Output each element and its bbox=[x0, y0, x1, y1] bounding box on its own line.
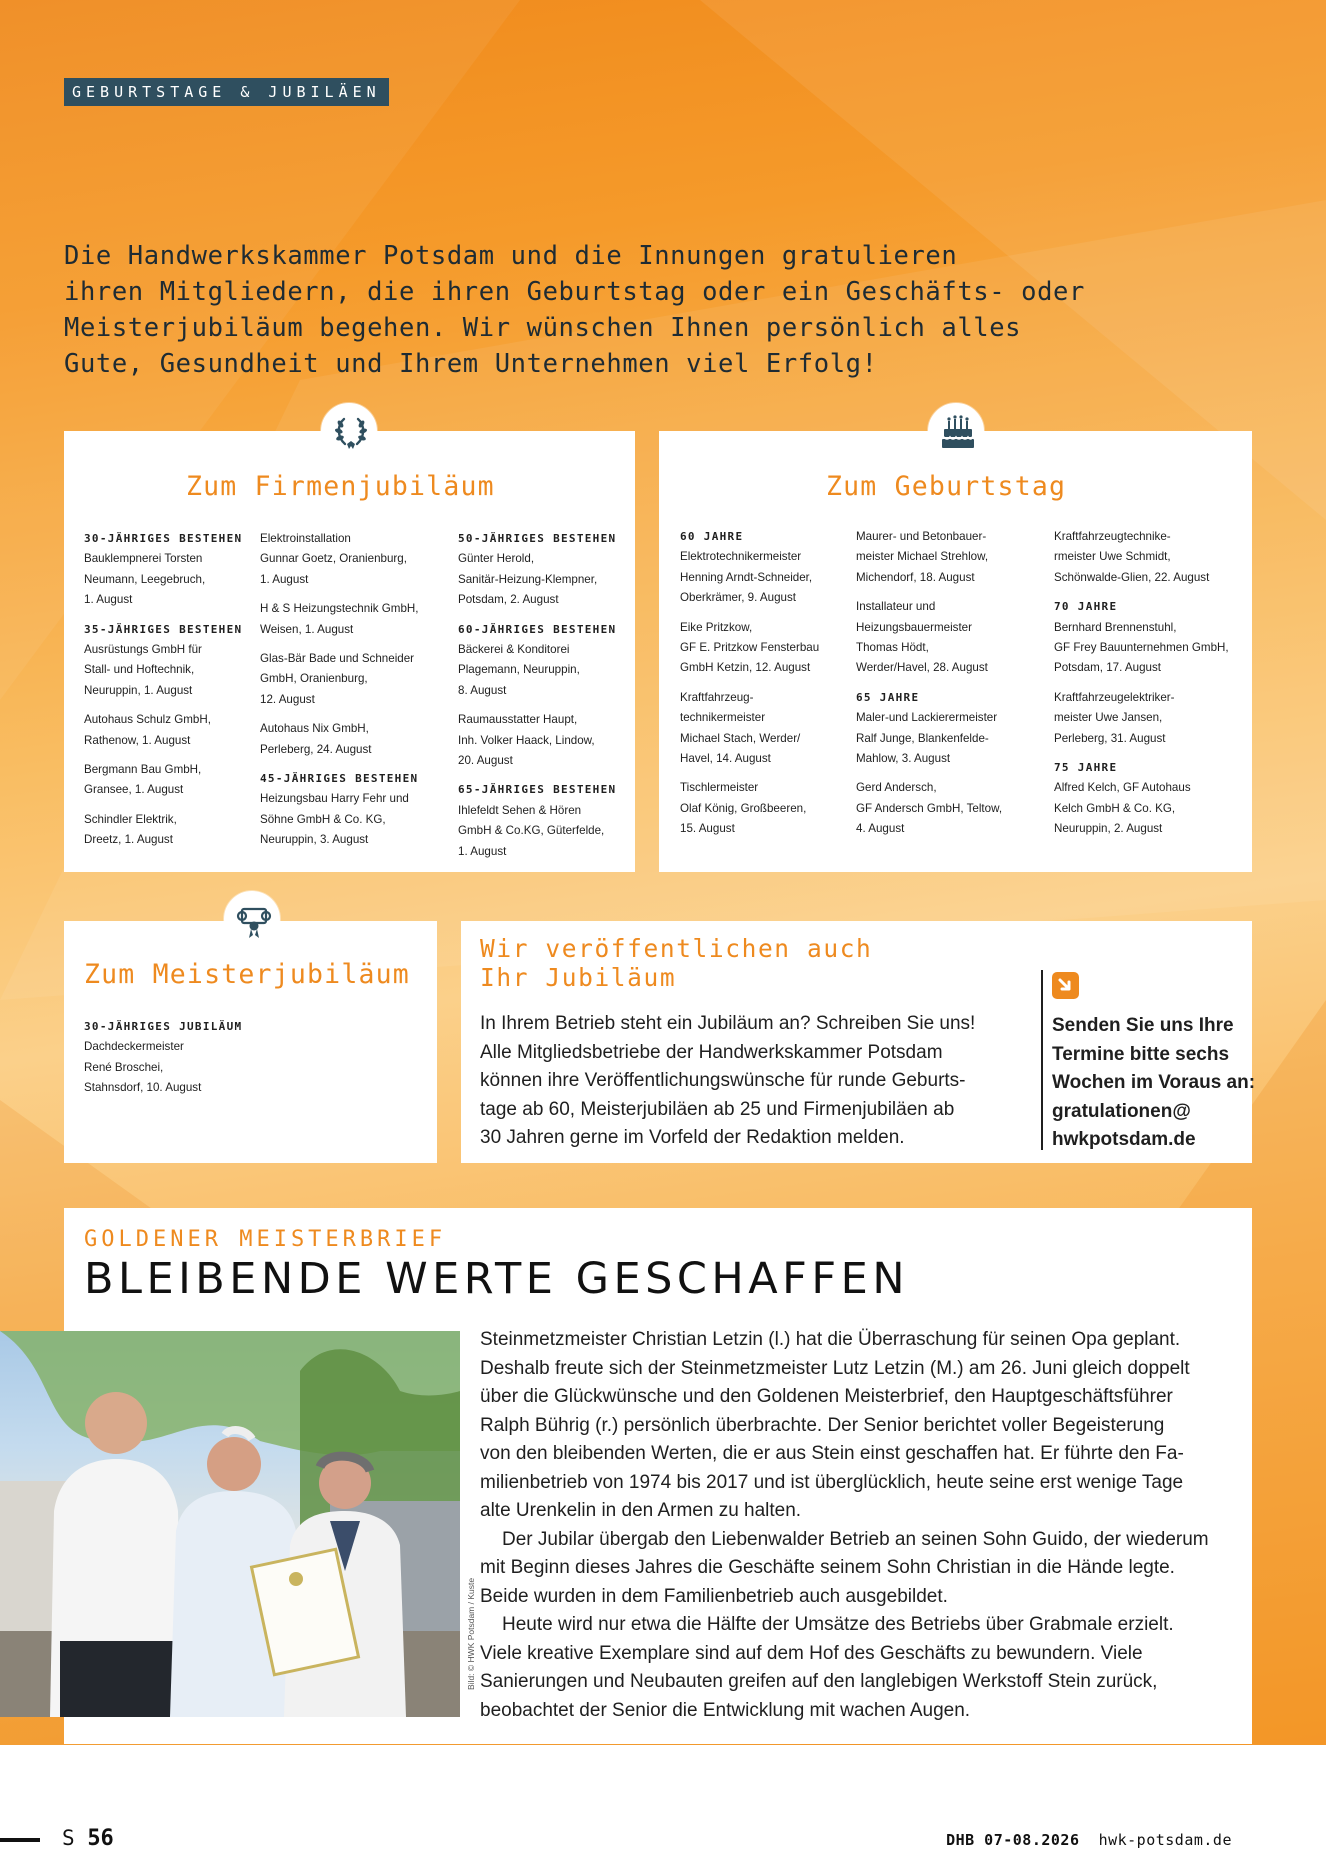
list-entry bbox=[260, 769, 419, 851]
entry-line: Henning Arndt-Schneider, bbox=[680, 570, 813, 584]
entry-line: Stall- und Hoftechnik, bbox=[84, 663, 195, 677]
entry-line: Eike Pritzkow, bbox=[680, 620, 753, 634]
entry-line: Raumausstatter Haupt, bbox=[458, 713, 578, 727]
article-body-line: Ralph Bührig (r.) persönlich überbrachte. Der Senior berichtet voller Begeisterung bbox=[480, 1414, 1165, 1436]
entry-line: Weisen, 1. August bbox=[260, 622, 354, 636]
entry-line: Kraftfahrzeug- bbox=[680, 690, 754, 704]
entry-line: Rathenow, 1. August bbox=[84, 733, 191, 747]
entry-line: Perleberg, 24. August bbox=[260, 742, 372, 756]
publish-title-line: Ihr Jubiläum bbox=[480, 963, 677, 992]
publish-title bbox=[480, 934, 872, 992]
firmenjubilaeum-title: Zum Firmenjubiläum bbox=[186, 471, 495, 502]
entry-line: Thomas Hödt, bbox=[856, 641, 929, 655]
entry-line: Inh. Volker Haack, Lindow, bbox=[458, 733, 595, 747]
list-entry bbox=[260, 649, 419, 710]
arrow-right-icon bbox=[1052, 972, 1079, 999]
entry-heading: 60-JÄHRIGES BESTEHEN bbox=[458, 622, 617, 636]
firmenjubilaeum-column bbox=[260, 529, 419, 860]
page-prefix: S bbox=[62, 1826, 75, 1850]
list-entry bbox=[84, 529, 242, 611]
publish-body-line: tage ab 60, Meisterjubiläen ab 25 und Firmenjubiläen ab bbox=[480, 1098, 955, 1120]
entry-line: Tischlermeister bbox=[680, 781, 759, 795]
entry-heading: 45-JÄHRIGES BESTEHEN bbox=[260, 772, 419, 786]
entry-line: Werder/Havel, 28. August bbox=[856, 661, 988, 675]
meisterjubilaeum-title: Zum Meisterjubiläum bbox=[84, 959, 410, 990]
entry-line: GF Frey Bauunternehmen GmbH, bbox=[1054, 641, 1229, 655]
entry-line: Dreetz, 1. August bbox=[84, 833, 173, 847]
entry-heading: 50-JÄHRIGES BESTEHEN bbox=[458, 532, 617, 545]
entry-line: Ausrüstungs GmbH für bbox=[84, 643, 202, 657]
intro-text bbox=[64, 238, 1144, 382]
entry-line: Elektroinstallation bbox=[260, 532, 351, 545]
geburtstag-column bbox=[1054, 527, 1229, 849]
entry-line: GmbH & Co.KG, Güterfelde, bbox=[458, 824, 605, 838]
entry-heading: 70 JAHRE bbox=[1054, 600, 1118, 614]
entry-line: Bauklempnerei Torsten bbox=[84, 552, 203, 566]
entry-line: 8. August bbox=[458, 683, 507, 697]
list-entry bbox=[680, 527, 819, 609]
intro-line: Meisterjubiläum begehen. Wir wünschen Ihnen persönlich alles bbox=[64, 313, 1022, 343]
article-body bbox=[480, 1326, 1209, 1725]
entry-line: 15. August bbox=[680, 822, 735, 836]
entry-line: Autohaus Schulz GmbH, bbox=[84, 713, 211, 727]
birthday-cake-icon bbox=[928, 403, 984, 459]
list-entry bbox=[1054, 758, 1229, 840]
list-entry bbox=[856, 527, 1002, 588]
entry-line: Heizungsbauermeister bbox=[856, 620, 972, 634]
entry-line: Kraftfahrzeugelektriker- bbox=[1054, 690, 1175, 704]
intro-line: Die Handwerkskammer Potsdam und die Innungen gratulieren bbox=[64, 241, 958, 271]
entry-line: Schindler Elektrik, bbox=[84, 812, 177, 826]
list-entry bbox=[260, 719, 419, 760]
entry-line: Michael Stach, Werder/ bbox=[680, 731, 801, 745]
entry-line: GmbH Ketzin, 12. August bbox=[680, 661, 811, 675]
entry-line: Kelch GmbH & Co. KG, bbox=[1054, 801, 1176, 815]
entry-line: René Broschei, bbox=[84, 1060, 164, 1074]
entry-line: 20. August bbox=[458, 754, 513, 768]
email-link[interactable]: hwkpotsdam.de bbox=[1052, 1129, 1196, 1150]
entry-heading: 30-JÄHRIGES BESTEHEN bbox=[84, 532, 243, 545]
entry-line: Olaf König, Großbeeren, bbox=[680, 801, 807, 815]
article-body-line: von den bleibenden Werten, die er aus Stein einst geschaffen hat. Er führte den Fa- bbox=[480, 1443, 1184, 1464]
entry-heading: 60 JAHRE bbox=[680, 530, 744, 543]
publish-contact-line: Wochen im Voraus an: bbox=[1052, 1072, 1256, 1093]
entry-line: Neuruppin, 1. August bbox=[84, 683, 193, 697]
article-kicker: GOLDENER MEISTERBRIEF bbox=[84, 1227, 447, 1252]
geburtstag-column bbox=[856, 527, 1002, 849]
article-body-line: beobachtet der Senior die Entwicklung mit wachen Augen. bbox=[480, 1699, 971, 1721]
footer-rule bbox=[0, 1838, 40, 1842]
entry-line: Günter Herold, bbox=[458, 552, 535, 566]
publish-contact-line: Termine bitte sechs bbox=[1052, 1043, 1230, 1065]
entry-line: 1. August bbox=[458, 844, 507, 858]
section-tag: GEBURTSTAGE & JUBILÄEN bbox=[64, 78, 389, 106]
list-entry bbox=[680, 618, 819, 679]
intro-line: ihren Mitgliedern, die ihren Geburtstag oder ein Geschäfts- oder bbox=[64, 277, 1085, 307]
entry-line: rmeister Uwe Schmidt, bbox=[1054, 550, 1171, 564]
meisterjubilaeum-entry bbox=[84, 1017, 242, 1099]
publish-body-line: In Ihrem Betrieb steht ein Jubiläum an? Schreiben Sie uns! bbox=[480, 1013, 976, 1034]
list-entry bbox=[458, 780, 616, 862]
article-body-line: milienbetrieb von 1974 bis 2017 und ist überglücklich, heute seine erst wenige Tage bbox=[480, 1471, 1184, 1493]
intro-line: Gute, Gesundheit und Ihrem Unternehmen viel Erfolg! bbox=[64, 349, 878, 379]
photo-credit: Bild: © HWK Potsdam / Kuste bbox=[466, 1577, 476, 1690]
entry-line: Mahlow, 3. August bbox=[856, 752, 951, 766]
publish-body-line: können ihre Veröffentlichungswünsche für runde Geburts- bbox=[480, 1070, 966, 1091]
article-body-line: über die Glückwünsche und den Goldenen Meisterbrief, den Hauptgeschäftsführer bbox=[480, 1386, 1173, 1407]
entry-line: meister Michael Strehlow, bbox=[856, 550, 989, 564]
list-entry bbox=[458, 710, 616, 771]
entry-heading: 65 JAHRE bbox=[856, 690, 920, 704]
entry-line: meister Uwe Jansen, bbox=[1054, 711, 1163, 725]
article-body-line: mit Beginn dieses Jahres die Geschäfte seinem Sohn Christian in die Hände legte. bbox=[480, 1557, 1175, 1578]
entry-line: Sanitär-Heizung-Klempner, bbox=[458, 572, 598, 586]
entry-line: Autohaus Nix GmbH, bbox=[260, 722, 369, 736]
entry-line: Söhne GmbH & Co. KG, bbox=[260, 812, 386, 826]
entry-heading: 65-JÄHRIGES BESTEHEN bbox=[458, 783, 617, 797]
entry-line: 1. August bbox=[260, 572, 309, 586]
page-number-value: 56 bbox=[87, 1826, 114, 1851]
list-entry bbox=[680, 778, 819, 839]
publish-contact-line: Senden Sie uns Ihre bbox=[1052, 1015, 1234, 1036]
entry-line: Gransee, 1. August bbox=[84, 783, 184, 797]
entry-line: technikermeister bbox=[680, 711, 766, 725]
firmenjubilaeum-column bbox=[84, 529, 242, 860]
firmenjubilaeum-card bbox=[64, 431, 635, 872]
list-entry bbox=[458, 620, 616, 702]
publish-body-line: Alle Mitgliedsbetriebe der Handwerkskammer Potsdam bbox=[480, 1041, 943, 1063]
entry-line: Elektrotechnikermeister bbox=[680, 550, 802, 564]
list-entry bbox=[84, 620, 242, 702]
entry-heading: 30-JÄHRIGES JUBILÄUM bbox=[84, 1020, 243, 1033]
entry-line: Dachdeckermeister bbox=[84, 1040, 184, 1054]
article-body-line: Deshalb freute sich der Steinmetzmeister Lutz Letzin (M.) am 26. Juni gleich doppelt bbox=[480, 1357, 1190, 1379]
publish-body bbox=[480, 1010, 975, 1153]
footer-issue bbox=[946, 1831, 1232, 1849]
list-entry bbox=[856, 778, 1002, 839]
entry-heading: 35-JÄHRIGES BESTEHEN bbox=[84, 622, 243, 636]
entry-line: Bergmann Bau GmbH, bbox=[84, 763, 202, 777]
article-title: BLEIBENDE WERTE GESCHAFFEN bbox=[84, 1254, 909, 1304]
entry-line: Neuruppin, 3. August bbox=[260, 833, 369, 847]
geburtstag-column bbox=[680, 527, 819, 849]
list-entry bbox=[260, 599, 419, 640]
entry-line: Schönwalde-Glien, 22. August bbox=[1054, 570, 1210, 584]
article-photo bbox=[0, 1331, 460, 1717]
list-entry bbox=[856, 688, 1002, 770]
entry-line: Potsdam, 17. August bbox=[1054, 661, 1161, 675]
laurel-wreath-icon bbox=[321, 403, 377, 459]
firmenjubilaeum-column bbox=[458, 529, 616, 871]
meisterjubilaeum-column bbox=[84, 1017, 242, 1108]
entry-line: Oberkrämer, 9. August bbox=[680, 591, 796, 605]
entry-line: H & S Heizungstechnik GmbH, bbox=[260, 602, 419, 616]
entry-line: 1. August bbox=[84, 593, 133, 607]
list-entry bbox=[84, 760, 242, 801]
entry-line: Maler-und Lackierermeister bbox=[856, 711, 998, 725]
list-entry bbox=[458, 529, 616, 611]
entry-line: Installateur und bbox=[856, 600, 936, 614]
entry-line: Plagemann, Neuruppin, bbox=[458, 663, 580, 677]
entry-line: Kraftfahrzeugtechnike- bbox=[1054, 530, 1171, 543]
list-entry bbox=[1054, 597, 1229, 679]
entry-line: Heizungsbau Harry Fehr und bbox=[260, 792, 409, 806]
publish-title-line: Wir veröffentlichen auch bbox=[480, 934, 873, 963]
list-entry bbox=[680, 688, 819, 770]
entry-line: Perleberg, 31. August bbox=[1054, 731, 1166, 745]
list-entry bbox=[856, 597, 1002, 679]
entry-line: Bäckerei & Konditorei bbox=[458, 643, 570, 657]
entry-line: Havel, 14. August bbox=[680, 752, 771, 766]
page-number bbox=[62, 1826, 114, 1851]
publish-body-line: 30 Jahren gerne im Vorfeld der Redaktion melden. bbox=[480, 1127, 905, 1148]
entry-line: GmbH, Oranienburg, bbox=[260, 672, 368, 686]
list-entry bbox=[1054, 688, 1229, 749]
entry-line: 4. August bbox=[856, 822, 905, 836]
issue-label: DHB 07-08.2026 bbox=[946, 1831, 1080, 1849]
entry-line: Ihlefeldt Sehen & Hören bbox=[458, 803, 582, 817]
entry-line: Michendorf, 18. August bbox=[856, 570, 975, 584]
entry-line: 12. August bbox=[260, 692, 315, 706]
publish-divider bbox=[1041, 970, 1043, 1150]
list-entry bbox=[1054, 527, 1229, 588]
list-entry bbox=[84, 710, 242, 751]
publish-contact bbox=[1052, 1012, 1255, 1155]
list-entry bbox=[260, 529, 419, 590]
site-link[interactable]: hwk-potsdam.de bbox=[1098, 1831, 1232, 1849]
entry-line: Potsdam, 2. August bbox=[458, 593, 559, 607]
entry-line: Neumann, Leegebruch, bbox=[84, 572, 206, 586]
entry-line: Ralf Junge, Blankenfelde- bbox=[856, 731, 989, 745]
geburtstag-card bbox=[659, 431, 1252, 872]
diploma-scroll-icon bbox=[224, 891, 280, 947]
entry-line: Gunnar Goetz, Oranienburg, bbox=[260, 552, 407, 566]
meisterjubilaeum-card bbox=[64, 921, 437, 1163]
entry-line: GF Andersch GmbH, Teltow, bbox=[856, 801, 1003, 815]
entry-line: Maurer- und Betonbauer- bbox=[856, 530, 987, 543]
article-body-line: Heute wird nur etwa die Hälfte der Umsätze des Betriebs über Grabmale erzielt. bbox=[502, 1614, 1174, 1635]
entry-heading: 75 JAHRE bbox=[1054, 761, 1118, 775]
entry-line: Gerd Andersch, bbox=[856, 781, 937, 795]
article-body-line: alte Urenkelin in den Armen zu halten. bbox=[480, 1500, 802, 1521]
list-entry bbox=[84, 810, 242, 851]
article-body-line: Viele kreative Exemplare sind auf dem Hof des Geschäfts zu bewundern. Viele bbox=[480, 1642, 1143, 1664]
article-body-line: Steinmetzmeister Christian Letzin (l.) hat die Überraschung für seinen Opa geplant. bbox=[480, 1329, 1181, 1350]
entry-line: Neuruppin, 2. August bbox=[1054, 822, 1163, 836]
article-body-line: Beide wurden in dem Familienbetrieb auch ausgebildet. bbox=[480, 1585, 948, 1607]
entry-line: GF E. Pritzkow Fensterbau bbox=[680, 641, 820, 655]
entry-line: Alfred Kelch, GF Autohaus bbox=[1054, 781, 1191, 795]
email-link[interactable]: gratulationen@ bbox=[1052, 1100, 1191, 1122]
article-body-line: Der Jubilar übergab den Liebenwalder Betrieb an seinen Sohn Guido, der wiederum bbox=[502, 1528, 1209, 1550]
geburtstag-title: Zum Geburtstag bbox=[826, 471, 1067, 502]
entry-line: Glas-Bär Bade und Schneider bbox=[260, 652, 415, 666]
article-body-line: Sanierungen und Neubauten greifen auf den langlebigen Werkstoff Stein zurück, bbox=[480, 1671, 1158, 1692]
entry-line: Bernhard Brennenstuhl, bbox=[1054, 620, 1177, 634]
entry-line: Stahnsdorf, 10. August bbox=[84, 1081, 202, 1095]
